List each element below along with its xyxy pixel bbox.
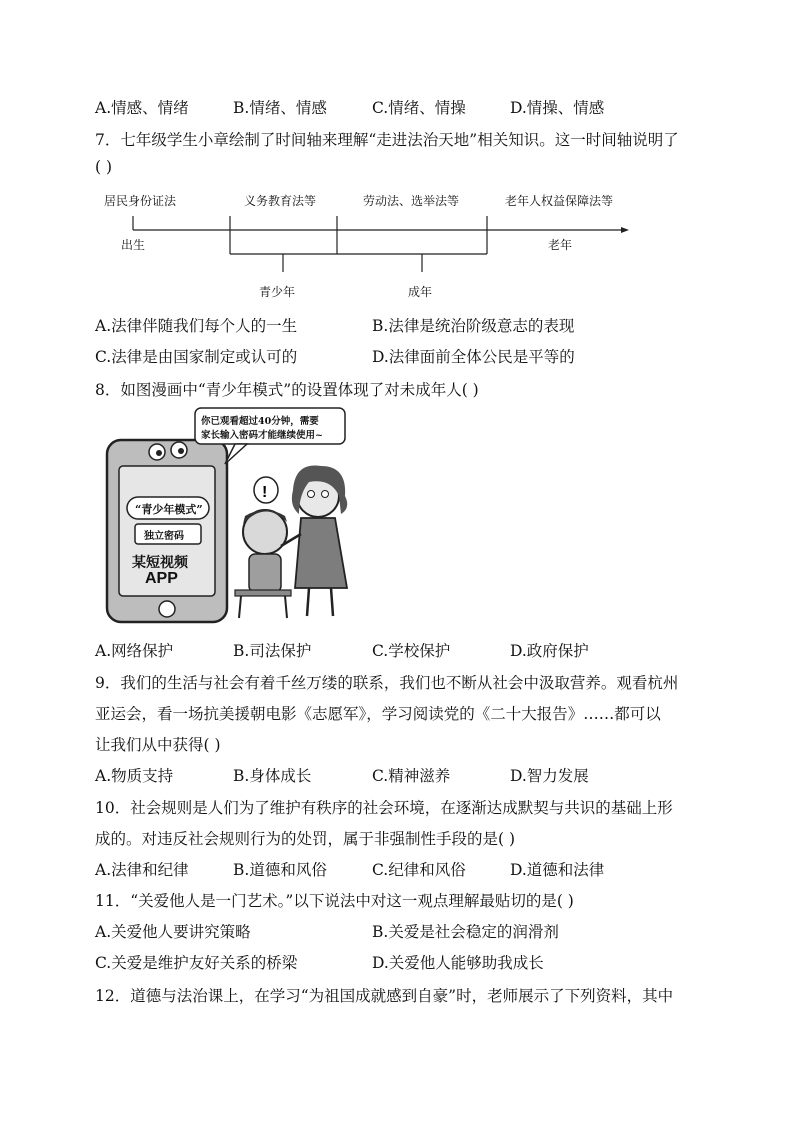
mode-label: “青少年模式” [135, 503, 203, 516]
q9-line3: 让我们从中获得( ) [95, 736, 221, 754]
q9-option-c: C.精神滋养 [372, 767, 451, 785]
q6-option-d: D.情操、情感 [510, 99, 605, 117]
svg-text:!: ! [262, 484, 268, 501]
law-timeline [95, 188, 635, 303]
q11-option-d: D.关爱他人能够助我成长 [372, 954, 544, 972]
q8-option-a: A.网络保护 [95, 642, 174, 660]
q12-stem: 12．道德与法治课上，在学习“为祖国成就感到自豪”时，老师展示了下列资料，其中 [95, 987, 674, 1005]
q11-option-a: A.关爱他人要讲究策略 [95, 923, 251, 941]
q9-line2: 亚运会，看一场抗美援朝电影《志愿军》，学习阅读党的《二十大报告》……都可以 [95, 705, 661, 723]
q11-option-c: C.关爱是维护友好关系的桥梁 [95, 954, 298, 972]
q7-option-c: C.法律是由国家制定或认可的 [95, 348, 298, 366]
timeline-law-1: 居民身份证法 [104, 194, 177, 208]
q10-option-d: D.道德和法律 [510, 861, 605, 879]
q9-option-d: D.智力发展 [510, 767, 589, 785]
youth-mode-cartoon [95, 404, 365, 624]
q9-line1: 9．我们的生活与社会有着千丝万缕的联系，我们也不断从社会中汲取营养。观看杭州 [95, 674, 679, 692]
q7-stem-line2: ( ) [95, 158, 113, 176]
app-label-line2: APP [145, 570, 178, 587]
q7-option-a: A.法律伴随我们每个人的一生 [95, 317, 298, 335]
q6-option-a: A.情感、情绪 [95, 99, 189, 117]
q9-option-a: A.物质支持 [95, 767, 174, 785]
timeline-stage-old: 老年 [548, 238, 573, 252]
bubble-line1: 你已观看超过40分钟，需要 [201, 416, 319, 427]
mother-dress [295, 518, 347, 588]
q10-option-b: B.道德和风俗 [233, 861, 327, 879]
q7-stem-line1: 7．七年级学生小章绘制了时间轴来理解“走进法治天地”相关知识。这一时间轴说明了 [95, 131, 679, 149]
timeline-stage-adult: 成年 [408, 285, 433, 299]
q8-stem: 8．如图漫画中“青少年模式”的设置体现了对未成年人( ) [95, 381, 479, 399]
q10-line1: 10．社会规则是人们为了维护有秩序的社会环境，在逐渐达成默契与共识的基础上形 [95, 799, 673, 817]
timeline-law-4: 老年人权益保障法等 [505, 194, 614, 208]
timeline-law-2: 义务教育法等 [244, 194, 317, 208]
q7-option-d: D.法律面前全体公民是平等的 [372, 348, 575, 366]
stool-seat [235, 590, 291, 596]
password-label: 独立密码 [144, 531, 184, 542]
timeline-stage-birth: 出生 [121, 238, 146, 252]
child-body [249, 554, 281, 592]
phone-home-button [159, 601, 175, 617]
bubble-line2: 家长输入密码才能继续使用~ [201, 430, 323, 441]
q10-line2: 成的。对违反社会规则行为的处罚，属于非强制性手段的是( ) [95, 830, 516, 848]
q11-stem: 11．“关爱他人是一门艺术。”以下说法中对这一观点理解最贴切的是( ) [95, 892, 574, 910]
q7-option-b: B.法律是统治阶级意志的表现 [372, 317, 575, 335]
timeline-stage-youth: 青少年 [259, 285, 296, 299]
q6-option-c: C.情绪、情操 [372, 99, 466, 117]
q8-option-c: C.学校保护 [372, 642, 451, 660]
app-label-line1: 某短视频 [132, 554, 188, 570]
q11-option-b: B.关爱是社会稳定的润滑剂 [372, 923, 559, 941]
speech-bubble-tail [225, 444, 247, 464]
q9-option-b: B.身体成长 [233, 767, 312, 785]
arrow-head-icon [621, 227, 629, 233]
q10-option-a: A.法律和纪律 [95, 861, 189, 879]
q8-option-b: B.司法保护 [233, 642, 312, 660]
timeline-law-3: 劳动法、选举法等 [363, 194, 460, 208]
q10-option-c: C.纪律和风俗 [372, 861, 466, 879]
q6-option-b: B.情绪、情感 [233, 99, 327, 117]
q8-option-d: D.政府保护 [510, 642, 589, 660]
